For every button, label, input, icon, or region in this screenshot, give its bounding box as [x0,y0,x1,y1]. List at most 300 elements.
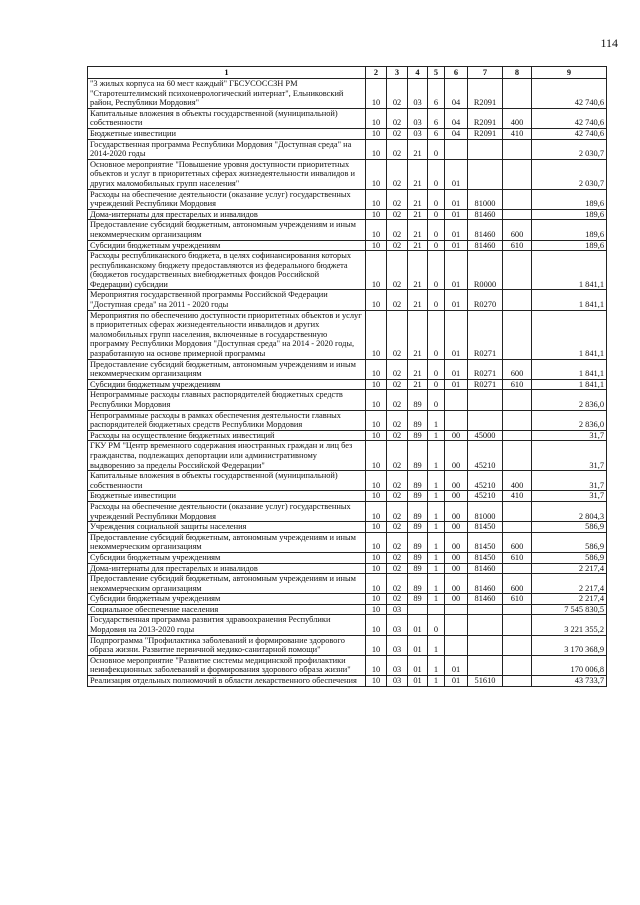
row-name-cell: ГКУ РМ "Центр временного содержания иностранных граждан и лиц без гражданства, подлежащих депортации или административному выдворению за пределы Российской Федерации" [88,441,366,471]
row-name-cell: Мероприятия государственной программы Российской Федерации "Доступная среда" на 2011 - 2020 годы [88,290,366,310]
header-col-6: 6 [445,67,468,79]
row-name-cell: Расходы на осуществление бюджетных инвестиций [88,430,366,441]
row-program-cell: 21 [408,379,428,390]
table-row [88,563,607,574]
table-row [88,159,607,189]
table-row [88,251,607,290]
row-name-cell: Расходы на обеспечение деятельности (оказание услуг) государственных учреждений Республики Мордовия [88,501,366,521]
row-subprogram-cell: 1 [428,552,445,563]
header-col-4: 4 [408,67,428,79]
row-direction-cell: 81460 [468,574,503,594]
table-header-row [88,67,607,79]
row-direction-cell: 45210 [468,441,503,471]
row-program-cell: 21 [408,359,428,379]
row-amount-cell: 586,9 [532,522,607,533]
table-row [88,615,607,635]
row-amount-cell: 1 841,1 [532,310,607,359]
row-program-cell: 21 [408,251,428,290]
header-col-8: 8 [503,67,532,79]
row-activity-cell: 00 [445,430,468,441]
row-activity-cell: 01 [445,209,468,220]
row-activity-cell: 00 [445,532,468,552]
row-section-cell: 10 [366,552,387,563]
row-activity-cell: 00 [445,563,468,574]
row-activity-cell: 01 [445,251,468,290]
row-subprogram-cell: 1 [428,574,445,594]
row-subsection-cell: 02 [387,501,408,521]
row-expense-type-cell [503,139,532,159]
row-amount-cell: 189,6 [532,220,607,240]
row-subsection-cell: 02 [387,220,408,240]
row-section-cell: 10 [366,108,387,128]
row-name-cell: Субсидии бюджетным учреждениям [88,240,366,251]
row-amount-cell: 43 733,7 [532,676,607,687]
row-section-cell: 10 [366,128,387,139]
row-expense-type-cell: 610 [503,240,532,251]
table-body [88,79,607,687]
row-direction-cell: 81460 [468,220,503,240]
row-amount-cell: 586,9 [532,552,607,563]
row-subprogram-cell: 1 [428,410,445,430]
row-subsection-cell: 02 [387,491,408,502]
row-program-cell: 89 [408,501,428,521]
row-subsection-cell: 03 [387,604,408,615]
row-name-cell: Государственная программа развития здравоохранения Республики Мордовия на 2013-2020 годы [88,615,366,635]
row-expense-type-cell: 400 [503,108,532,128]
row-program-cell: 89 [408,594,428,605]
row-subprogram-cell: 1 [428,441,445,471]
row-program-cell: 21 [408,159,428,189]
row-section-cell: 10 [366,390,387,410]
row-subprogram-cell: 0 [428,379,445,390]
row-direction-cell [468,604,503,615]
row-subprogram-cell: 0 [428,251,445,290]
row-subsection-cell: 03 [387,655,408,675]
row-name-cell: Бюджетные инвестиции [88,128,366,139]
row-section-cell: 10 [366,159,387,189]
row-activity-cell: 01 [445,359,468,379]
row-expense-type-cell: 600 [503,359,532,379]
table-row [88,441,607,471]
row-section-cell: 10 [366,189,387,209]
row-direction-cell: R0271 [468,310,503,359]
row-expense-type-cell [503,501,532,521]
row-subprogram-cell: 1 [428,471,445,491]
row-direction-cell: 81460 [468,563,503,574]
row-direction-cell [468,159,503,189]
row-direction-cell: 45000 [468,430,503,441]
row-subprogram-cell: 1 [428,532,445,552]
row-activity-cell: 00 [445,441,468,471]
table-row [88,379,607,390]
row-section-cell: 10 [366,251,387,290]
row-activity-cell [445,390,468,410]
row-program-cell: 21 [408,189,428,209]
row-direction-cell [468,635,503,655]
row-name-cell: Социальное обеспечение населения [88,604,366,615]
row-direction-cell: R2091 [468,128,503,139]
row-section-cell: 10 [366,676,387,687]
row-subprogram-cell: 0 [428,615,445,635]
row-name-cell: Предоставление субсидий бюджетным, автономным учреждениям и иным некоммерческим организациям [88,359,366,379]
row-program-cell: 01 [408,635,428,655]
row-direction-cell: 81000 [468,501,503,521]
table-row [88,108,607,128]
row-expense-type-cell [503,79,532,109]
table-row [88,310,607,359]
row-direction-cell [468,410,503,430]
row-name-cell: Субсидии бюджетным учреждениям [88,379,366,390]
budget-table [87,66,607,687]
row-amount-cell: 31,7 [532,491,607,502]
row-name-cell: Основное мероприятие "Повышение уровня доступности приоритетных объектов и услуг в приоритетных сферах жизнедеятельности инвалидов и других маломобильных групп населения" [88,159,366,189]
row-activity-cell: 01 [445,159,468,189]
header-col-5: 5 [428,67,445,79]
row-subsection-cell: 03 [387,635,408,655]
row-expense-type-cell [503,635,532,655]
row-program-cell: 89 [408,491,428,502]
row-direction-cell: 81450 [468,552,503,563]
row-amount-cell: 3 221 355,2 [532,615,607,635]
row-subsection-cell: 02 [387,390,408,410]
row-subsection-cell: 02 [387,159,408,189]
table-row [88,635,607,655]
row-subsection-cell: 02 [387,359,408,379]
row-subprogram-cell: 1 [428,676,445,687]
row-expense-type-cell [503,209,532,220]
row-program-cell: 21 [408,209,428,220]
row-subsection-cell: 02 [387,430,408,441]
row-section-cell: 10 [366,615,387,635]
row-expense-type-cell [503,251,532,290]
row-activity-cell: 04 [445,108,468,128]
row-subprogram-cell: 0 [428,240,445,251]
row-expense-type-cell [503,159,532,189]
row-amount-cell: 1 841,1 [532,359,607,379]
table-row [88,359,607,379]
row-section-cell: 10 [366,139,387,159]
row-subsection-cell: 02 [387,532,408,552]
row-amount-cell: 31,7 [532,441,607,471]
row-subsection-cell: 02 [387,209,408,220]
row-subsection-cell: 02 [387,79,408,109]
row-subsection-cell: 02 [387,441,408,471]
row-direction-cell: 81460 [468,240,503,251]
row-section-cell: 10 [366,290,387,310]
row-direction-cell [468,655,503,675]
row-section-cell: 10 [366,441,387,471]
row-amount-cell: 1 841,1 [532,379,607,390]
row-direction-cell: R2091 [468,108,503,128]
table-row [88,410,607,430]
table-row [88,491,607,502]
row-name-cell: Капитальные вложения в объекты государственной (муниципальной) собственности [88,108,366,128]
row-program-cell: 21 [408,310,428,359]
row-subsection-cell: 02 [387,108,408,128]
row-expense-type-cell [503,522,532,533]
row-expense-type-cell: 600 [503,532,532,552]
row-amount-cell: 31,7 [532,430,607,441]
row-section-cell: 10 [366,604,387,615]
row-amount-cell: 2 217,4 [532,594,607,605]
table-row [88,594,607,605]
row-activity-cell [445,635,468,655]
row-activity-cell [445,615,468,635]
table-row [88,430,607,441]
row-section-cell: 10 [366,410,387,430]
header-col-9: 9 [532,67,607,79]
row-subprogram-cell: 1 [428,563,445,574]
row-expense-type-cell: 610 [503,379,532,390]
row-subprogram-cell: 1 [428,655,445,675]
row-amount-cell: 2 030,7 [532,139,607,159]
row-expense-type-cell [503,290,532,310]
row-subprogram-cell: 1 [428,594,445,605]
row-direction-cell: R0270 [468,290,503,310]
row-direction-cell: R0271 [468,379,503,390]
row-subprogram-cell: 0 [428,209,445,220]
table-row [88,139,607,159]
row-amount-cell: 7 545 830,5 [532,604,607,615]
table-row [88,128,607,139]
row-activity-cell: 01 [445,290,468,310]
row-name-cell: "3 жилых корпуса на 60 мест каждый" ГБСУСОССЗН РМ "Старотештелимский психоневрологический интернат", Ельниковский район, Республики Мордовия" [88,79,366,109]
row-activity-cell [445,410,468,430]
row-section-cell: 10 [366,635,387,655]
row-program-cell: 89 [408,532,428,552]
row-name-cell: Бюджетные инвестиции [88,491,366,502]
row-subprogram-cell [428,604,445,615]
table-row [88,655,607,675]
row-section-cell: 10 [366,209,387,220]
row-program-cell: 21 [408,240,428,251]
row-direction-cell: 51610 [468,676,503,687]
row-expense-type-cell [503,604,532,615]
row-name-cell: Реализация отдельных полномочий в области лекарственного обеспечения [88,676,366,687]
row-subprogram-cell: 1 [428,635,445,655]
table-row [88,79,607,109]
row-direction-cell: R0000 [468,251,503,290]
row-section-cell: 10 [366,655,387,675]
table-row [88,532,607,552]
row-name-cell: Непрограммные расходы в рамках обеспечения деятельности главных распорядителей бюджетных средств Республики Мордовия [88,410,366,430]
row-amount-cell: 42 740,6 [532,128,607,139]
row-expense-type-cell: 400 [503,471,532,491]
row-expense-type-cell [503,390,532,410]
row-amount-cell: 586,9 [532,532,607,552]
row-program-cell: 01 [408,655,428,675]
table-row [88,501,607,521]
row-amount-cell: 3 170 368,9 [532,635,607,655]
row-activity-cell: 00 [445,594,468,605]
row-subprogram-cell: 1 [428,522,445,533]
row-direction-cell: 81450 [468,522,503,533]
row-section-cell: 10 [366,240,387,251]
row-direction-cell: R2091 [468,79,503,109]
row-program-cell: 89 [408,390,428,410]
table-row [88,552,607,563]
row-expense-type-cell: 600 [503,574,532,594]
row-subprogram-cell: 0 [428,359,445,379]
row-amount-cell: 1 841,1 [532,251,607,290]
row-subsection-cell: 02 [387,240,408,251]
row-activity-cell: 00 [445,574,468,594]
row-program-cell: 03 [408,108,428,128]
row-section-cell: 10 [366,379,387,390]
row-subprogram-cell: 0 [428,290,445,310]
row-expense-type-cell: 410 [503,128,532,139]
row-activity-cell: 00 [445,552,468,563]
row-subsection-cell: 02 [387,594,408,605]
row-activity-cell: 01 [445,240,468,251]
row-amount-cell: 189,6 [532,240,607,251]
table-row [88,189,607,209]
row-section-cell: 10 [366,491,387,502]
row-expense-type-cell [503,430,532,441]
row-amount-cell: 2 836,0 [532,390,607,410]
row-amount-cell: 2 804,3 [532,501,607,521]
row-subsection-cell: 02 [387,128,408,139]
table-row [88,390,607,410]
row-section-cell: 10 [366,79,387,109]
row-activity-cell: 01 [445,310,468,359]
row-amount-cell: 170 006,8 [532,655,607,675]
row-subprogram-cell: 0 [428,159,445,189]
row-name-cell: Субсидии бюджетным учреждениям [88,552,366,563]
row-section-cell: 10 [366,574,387,594]
row-direction-cell: 81460 [468,209,503,220]
row-activity-cell: 00 [445,471,468,491]
table-row [88,471,607,491]
row-program-cell: 89 [408,410,428,430]
row-subsection-cell: 03 [387,615,408,635]
row-section-cell: 10 [366,563,387,574]
row-subsection-cell: 02 [387,410,408,430]
table-row [88,676,607,687]
row-program-cell: 89 [408,552,428,563]
row-name-cell: Учреждения социальной защиты населения [88,522,366,533]
row-direction-cell: 45210 [468,491,503,502]
row-activity-cell: 01 [445,379,468,390]
row-activity-cell: 00 [445,501,468,521]
row-direction-cell [468,615,503,635]
row-subprogram-cell: 0 [428,189,445,209]
table-row [88,290,607,310]
row-name-cell: Предоставление субсидий бюджетным, автономным учреждениям и иным некоммерческим организациям [88,220,366,240]
row-program-cell: 89 [408,441,428,471]
row-program-cell: 89 [408,430,428,441]
row-subprogram-cell: 0 [428,139,445,159]
page-number: 114 [600,36,618,50]
row-expense-type-cell [503,189,532,209]
row-subsection-cell: 02 [387,251,408,290]
row-amount-cell: 2 217,4 [532,574,607,594]
row-amount-cell: 189,6 [532,209,607,220]
row-subsection-cell: 02 [387,139,408,159]
row-subprogram-cell: 0 [428,310,445,359]
row-section-cell: 10 [366,310,387,359]
table-row [88,574,607,594]
row-subprogram-cell: 6 [428,79,445,109]
table-row [88,522,607,533]
header-col-2: 2 [366,67,387,79]
row-expense-type-cell [503,655,532,675]
row-subprogram-cell: 0 [428,220,445,240]
row-expense-type-cell: 610 [503,552,532,563]
row-program-cell: 01 [408,676,428,687]
row-activity-cell: 04 [445,128,468,139]
row-name-cell: Дома-интернаты для престарелых и инвалидов [88,563,366,574]
row-subsection-cell: 02 [387,574,408,594]
row-section-cell: 10 [366,359,387,379]
row-direction-cell: 81460 [468,594,503,605]
row-subsection-cell: 02 [387,522,408,533]
row-direction-cell [468,390,503,410]
row-subsection-cell: 02 [387,189,408,209]
row-name-cell: Основное мероприятие "Развитие системы медицинской профилактики неинфекционных заболеваний и формирования здорового образа жизни" [88,655,366,675]
row-name-cell: Дома-интернаты для престарелых и инвалидов [88,209,366,220]
row-activity-cell [445,139,468,159]
row-name-cell: Субсидии бюджетным учреждениям [88,594,366,605]
row-activity-cell: 04 [445,79,468,109]
row-name-cell: Непрограммные расходы главных распорядителей бюджетных средств Республики Мордовия [88,390,366,410]
row-section-cell: 10 [366,430,387,441]
row-subsection-cell: 02 [387,290,408,310]
row-activity-cell: 01 [445,676,468,687]
row-program-cell: 89 [408,563,428,574]
row-activity-cell: 01 [445,220,468,240]
row-expense-type-cell [503,615,532,635]
row-subsection-cell: 02 [387,552,408,563]
row-subsection-cell: 02 [387,310,408,359]
row-amount-cell: 2 836,0 [532,410,607,430]
row-expense-type-cell: 410 [503,491,532,502]
row-activity-cell: 00 [445,522,468,533]
row-amount-cell: 189,6 [532,189,607,209]
row-program-cell: 21 [408,220,428,240]
row-subsection-cell: 02 [387,471,408,491]
row-direction-cell: 81000 [468,189,503,209]
row-program-cell [408,604,428,615]
row-amount-cell: 42 740,6 [532,79,607,109]
row-direction-cell: 81450 [468,532,503,552]
row-name-cell: Государственная программа Республики Мордовия "Доступная среда" на 2014-2020 годы [88,139,366,159]
row-activity-cell: 01 [445,655,468,675]
row-amount-cell: 2 217,4 [532,563,607,574]
row-program-cell: 89 [408,522,428,533]
row-program-cell: 21 [408,139,428,159]
row-expense-type-cell: 610 [503,594,532,605]
row-name-cell: Расходы на обеспечение деятельности (оказание услуг) государственных учреждений Республики Мордовия [88,189,366,209]
table-row [88,604,607,615]
table-row [88,220,607,240]
table-row [88,240,607,251]
row-program-cell: 01 [408,615,428,635]
row-section-cell: 10 [366,522,387,533]
row-subprogram-cell: 1 [428,501,445,521]
row-subprogram-cell: 6 [428,128,445,139]
header-col-1: 1 [88,67,366,79]
row-subprogram-cell: 6 [428,108,445,128]
row-amount-cell: 2 030,7 [532,159,607,189]
row-name-cell: Мероприятия по обеспечению доступности приоритетных объектов и услуг в приоритетных сферах жизнедеятельности инвалидов и других маломобильных групп населения, включенные в государственную программу Республики Мордовия "Доступная среда" на 2014 - 2020 годы, разработанную на основе примерной программы [88,310,366,359]
row-direction-cell [468,139,503,159]
row-name-cell: Предоставление субсидий бюджетным, автономным учреждениям и иным некоммерческим организациям [88,574,366,594]
row-section-cell: 10 [366,220,387,240]
row-subsection-cell: 03 [387,676,408,687]
row-name-cell: Расходы республиканского бюджета, в целях софинансирования которых республиканскому бюджету предоставляются из федерального бюджета (бюджетов государственных внебюджетных фондов Российской Федерации) субсидии [88,251,366,290]
row-expense-type-cell [503,441,532,471]
